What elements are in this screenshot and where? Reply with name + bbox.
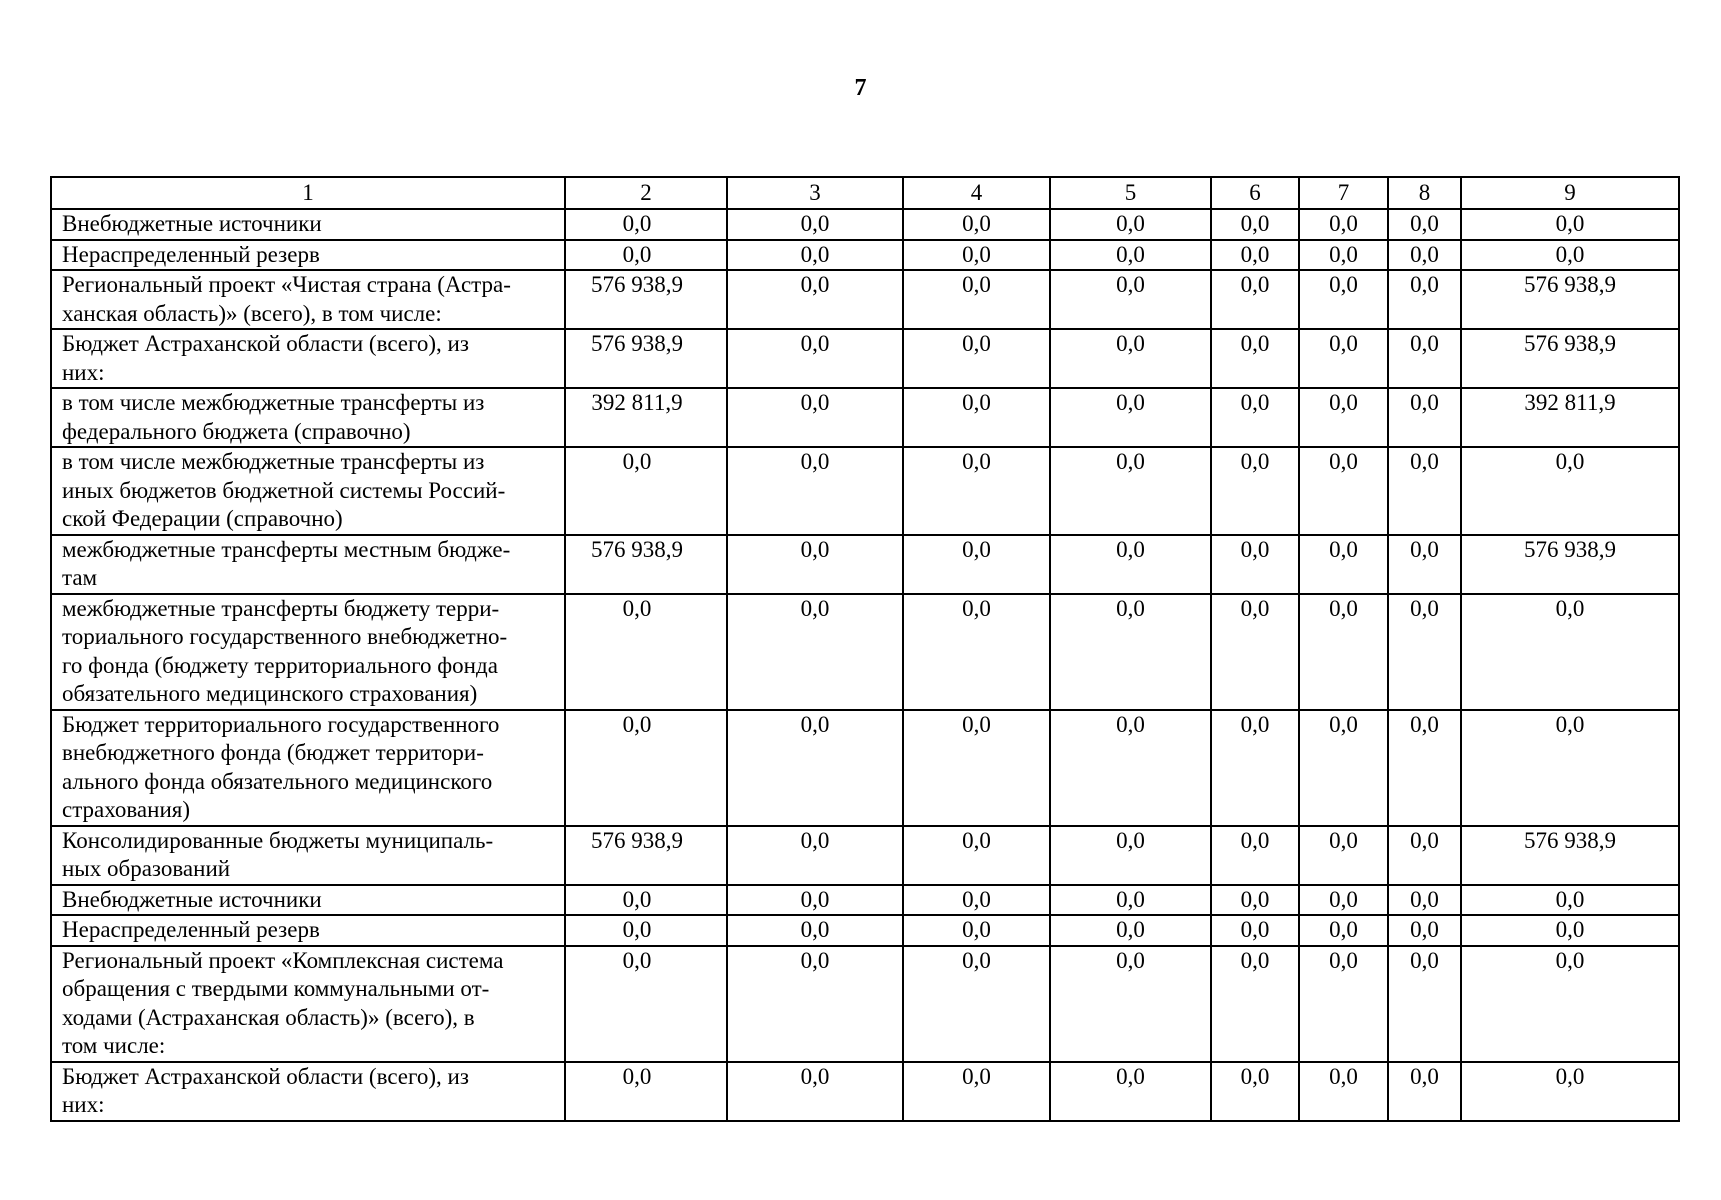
value-cell: 0,0 xyxy=(1211,535,1299,594)
value-cell: 0,0 xyxy=(903,388,1050,447)
table-row xyxy=(51,915,1679,946)
value-cell: 0,0 xyxy=(903,535,1050,594)
value-cell: 0,0 xyxy=(565,594,727,710)
value-cell: 576 938,9 xyxy=(565,270,727,329)
value-cell: 0,0 xyxy=(727,388,903,447)
table-row xyxy=(51,1062,1679,1121)
value-cell: 0,0 xyxy=(1211,270,1299,329)
value-cell: 0,0 xyxy=(1461,209,1679,240)
value-cell: 0,0 xyxy=(727,946,903,1062)
value-cell: 0,0 xyxy=(1299,826,1388,885)
value-cell: 0,0 xyxy=(727,240,903,271)
value-cell: 0,0 xyxy=(903,447,1050,535)
value-cell: 0,0 xyxy=(1388,447,1461,535)
value-cell: 0,0 xyxy=(1050,885,1211,916)
value-cell: 0,0 xyxy=(1211,1062,1299,1121)
value-cell: 0,0 xyxy=(727,209,903,240)
value-cell: 392 811,9 xyxy=(565,388,727,447)
value-cell: 0,0 xyxy=(1211,240,1299,271)
table-row xyxy=(51,946,1679,1062)
value-cell: 576 938,9 xyxy=(1461,535,1679,594)
value-cell: 0,0 xyxy=(1211,209,1299,240)
value-cell: 0,0 xyxy=(565,1062,727,1121)
table-row xyxy=(51,329,1679,388)
value-cell: 0,0 xyxy=(1461,946,1679,1062)
value-cell: 0,0 xyxy=(903,1062,1050,1121)
table-row xyxy=(51,826,1679,885)
row-label-cell: Нераспределенный резерв xyxy=(51,915,565,946)
value-cell: 576 938,9 xyxy=(1461,329,1679,388)
value-cell: 0,0 xyxy=(903,209,1050,240)
value-cell: 392 811,9 xyxy=(1461,388,1679,447)
value-cell: 0,0 xyxy=(1388,388,1461,447)
value-cell: 0,0 xyxy=(1050,388,1211,447)
value-cell: 0,0 xyxy=(903,594,1050,710)
value-cell: 0,0 xyxy=(1461,594,1679,710)
value-cell: 0,0 xyxy=(903,826,1050,885)
value-cell: 0,0 xyxy=(727,329,903,388)
value-cell: 0,0 xyxy=(1388,209,1461,240)
value-cell: 0,0 xyxy=(1299,710,1388,826)
value-cell: 0,0 xyxy=(1299,885,1388,916)
value-cell: 0,0 xyxy=(1461,710,1679,826)
column-number-header: 5 xyxy=(1050,177,1211,209)
value-cell: 0,0 xyxy=(565,240,727,271)
value-cell: 0,0 xyxy=(1299,329,1388,388)
value-cell: 0,0 xyxy=(727,535,903,594)
value-cell: 0,0 xyxy=(903,329,1050,388)
value-cell: 0,0 xyxy=(727,270,903,329)
column-number-header: 1 xyxy=(51,177,565,209)
column-number-header: 8 xyxy=(1388,177,1461,209)
value-cell: 0,0 xyxy=(1299,1062,1388,1121)
value-cell: 0,0 xyxy=(727,1062,903,1121)
column-number-header: 9 xyxy=(1461,177,1679,209)
value-cell: 0,0 xyxy=(727,447,903,535)
row-label-cell: Бюджет территориального государственного внебюджетного фонда (бюджет территори- ального фонда обязательного медицинского страхования) xyxy=(51,710,565,826)
value-cell: 0,0 xyxy=(1211,447,1299,535)
value-cell: 576 938,9 xyxy=(565,535,727,594)
value-cell: 576 938,9 xyxy=(565,826,727,885)
row-label-cell: межбюджетные трансферты местным бюдже- там xyxy=(51,535,565,594)
value-cell: 0,0 xyxy=(1461,885,1679,916)
value-cell: 0,0 xyxy=(1388,535,1461,594)
table-header-row xyxy=(51,177,1679,209)
value-cell: 576 938,9 xyxy=(565,329,727,388)
value-cell: 0,0 xyxy=(727,826,903,885)
row-label-cell: Региональный проект «Комплексная система обращения с твердыми коммунальными от- ходами (Астраханская область)» (всего), в том числе: xyxy=(51,946,565,1062)
value-cell: 0,0 xyxy=(1299,946,1388,1062)
value-cell: 576 938,9 xyxy=(1461,270,1679,329)
value-cell: 0,0 xyxy=(1388,826,1461,885)
value-cell: 0,0 xyxy=(565,915,727,946)
value-cell: 0,0 xyxy=(1050,447,1211,535)
value-cell: 0,0 xyxy=(1211,594,1299,710)
value-cell: 0,0 xyxy=(1388,946,1461,1062)
value-cell: 0,0 xyxy=(1299,915,1388,946)
value-cell: 0,0 xyxy=(565,209,727,240)
value-cell: 0,0 xyxy=(565,447,727,535)
value-cell: 0,0 xyxy=(727,915,903,946)
row-label-cell: Консолидированные бюджеты муниципаль- ных образований xyxy=(51,826,565,885)
value-cell: 0,0 xyxy=(1299,270,1388,329)
value-cell: 0,0 xyxy=(1211,946,1299,1062)
row-label-cell: в том числе межбюджетные трансферты из иных бюджетов бюджетной системы Россий- ской Федерации (справочно) xyxy=(51,447,565,535)
row-label-cell: Бюджет Астраханской области (всего), из них: xyxy=(51,329,565,388)
value-cell: 576 938,9 xyxy=(1461,826,1679,885)
row-label-cell: межбюджетные трансферты бюджету терри- ториального государственного внебюджетно- го фонда (бюджету территориального фонда обязательного медицинского страхования) xyxy=(51,594,565,710)
value-cell: 0,0 xyxy=(1050,946,1211,1062)
value-cell: 0,0 xyxy=(1461,447,1679,535)
value-cell: 0,0 xyxy=(903,946,1050,1062)
value-cell: 0,0 xyxy=(903,915,1050,946)
value-cell: 0,0 xyxy=(1461,1062,1679,1121)
value-cell: 0,0 xyxy=(565,946,727,1062)
value-cell: 0,0 xyxy=(1050,209,1211,240)
value-cell: 0,0 xyxy=(1461,915,1679,946)
value-cell: 0,0 xyxy=(1299,594,1388,710)
value-cell: 0,0 xyxy=(1211,710,1299,826)
value-cell: 0,0 xyxy=(1388,1062,1461,1121)
column-number-header: 7 xyxy=(1299,177,1388,209)
column-number-header: 2 xyxy=(565,177,727,209)
budget-table xyxy=(50,176,1680,1122)
value-cell: 0,0 xyxy=(1299,447,1388,535)
page-number: 7 xyxy=(854,75,867,101)
value-cell: 0,0 xyxy=(1461,240,1679,271)
row-label-cell: Нераспределенный резерв xyxy=(51,240,565,271)
column-number-header: 6 xyxy=(1211,177,1299,209)
value-cell: 0,0 xyxy=(727,710,903,826)
value-cell: 0,0 xyxy=(1211,388,1299,447)
value-cell: 0,0 xyxy=(1299,240,1388,271)
value-cell: 0,0 xyxy=(1388,710,1461,826)
value-cell: 0,0 xyxy=(1388,240,1461,271)
value-cell: 0,0 xyxy=(1050,594,1211,710)
value-cell: 0,0 xyxy=(565,710,727,826)
value-cell: 0,0 xyxy=(1050,826,1211,885)
row-label-cell: в том числе межбюджетные трансферты из федерального бюджета (справочно) xyxy=(51,388,565,447)
value-cell: 0,0 xyxy=(1050,270,1211,329)
value-cell: 0,0 xyxy=(1388,270,1461,329)
value-cell: 0,0 xyxy=(727,885,903,916)
value-cell: 0,0 xyxy=(1388,915,1461,946)
row-label-cell: Внебюджетные источники xyxy=(51,209,565,240)
value-cell: 0,0 xyxy=(903,240,1050,271)
value-cell: 0,0 xyxy=(1299,209,1388,240)
value-cell: 0,0 xyxy=(1388,885,1461,916)
column-number-header: 4 xyxy=(903,177,1050,209)
row-label-cell: Региональный проект «Чистая страна (Астра- ханская область)» (всего), в том числе: xyxy=(51,270,565,329)
row-label-cell: Бюджет Астраханской области (всего), из них: xyxy=(51,1062,565,1121)
value-cell: 0,0 xyxy=(903,710,1050,826)
value-cell: 0,0 xyxy=(1388,329,1461,388)
value-cell: 0,0 xyxy=(727,594,903,710)
value-cell: 0,0 xyxy=(1050,915,1211,946)
table-row xyxy=(51,209,1679,240)
table-row xyxy=(51,594,1679,710)
value-cell: 0,0 xyxy=(1211,826,1299,885)
row-label-cell: Внебюджетные источники xyxy=(51,885,565,916)
value-cell: 0,0 xyxy=(1050,240,1211,271)
value-cell: 0,0 xyxy=(1050,535,1211,594)
value-cell: 0,0 xyxy=(1299,535,1388,594)
column-number-header: 3 xyxy=(727,177,903,209)
value-cell: 0,0 xyxy=(1388,594,1461,710)
table-row xyxy=(51,710,1679,826)
table-row xyxy=(51,240,1679,271)
value-cell: 0,0 xyxy=(1050,329,1211,388)
value-cell: 0,0 xyxy=(1050,1062,1211,1121)
table-row xyxy=(51,388,1679,447)
table-row xyxy=(51,535,1679,594)
value-cell: 0,0 xyxy=(903,885,1050,916)
table-row xyxy=(51,270,1679,329)
value-cell: 0,0 xyxy=(1050,710,1211,826)
value-cell: 0,0 xyxy=(565,885,727,916)
value-cell: 0,0 xyxy=(1211,915,1299,946)
value-cell: 0,0 xyxy=(903,270,1050,329)
table-row xyxy=(51,885,1679,916)
value-cell: 0,0 xyxy=(1211,885,1299,916)
value-cell: 0,0 xyxy=(1299,388,1388,447)
table-row xyxy=(51,447,1679,535)
value-cell: 0,0 xyxy=(1211,329,1299,388)
